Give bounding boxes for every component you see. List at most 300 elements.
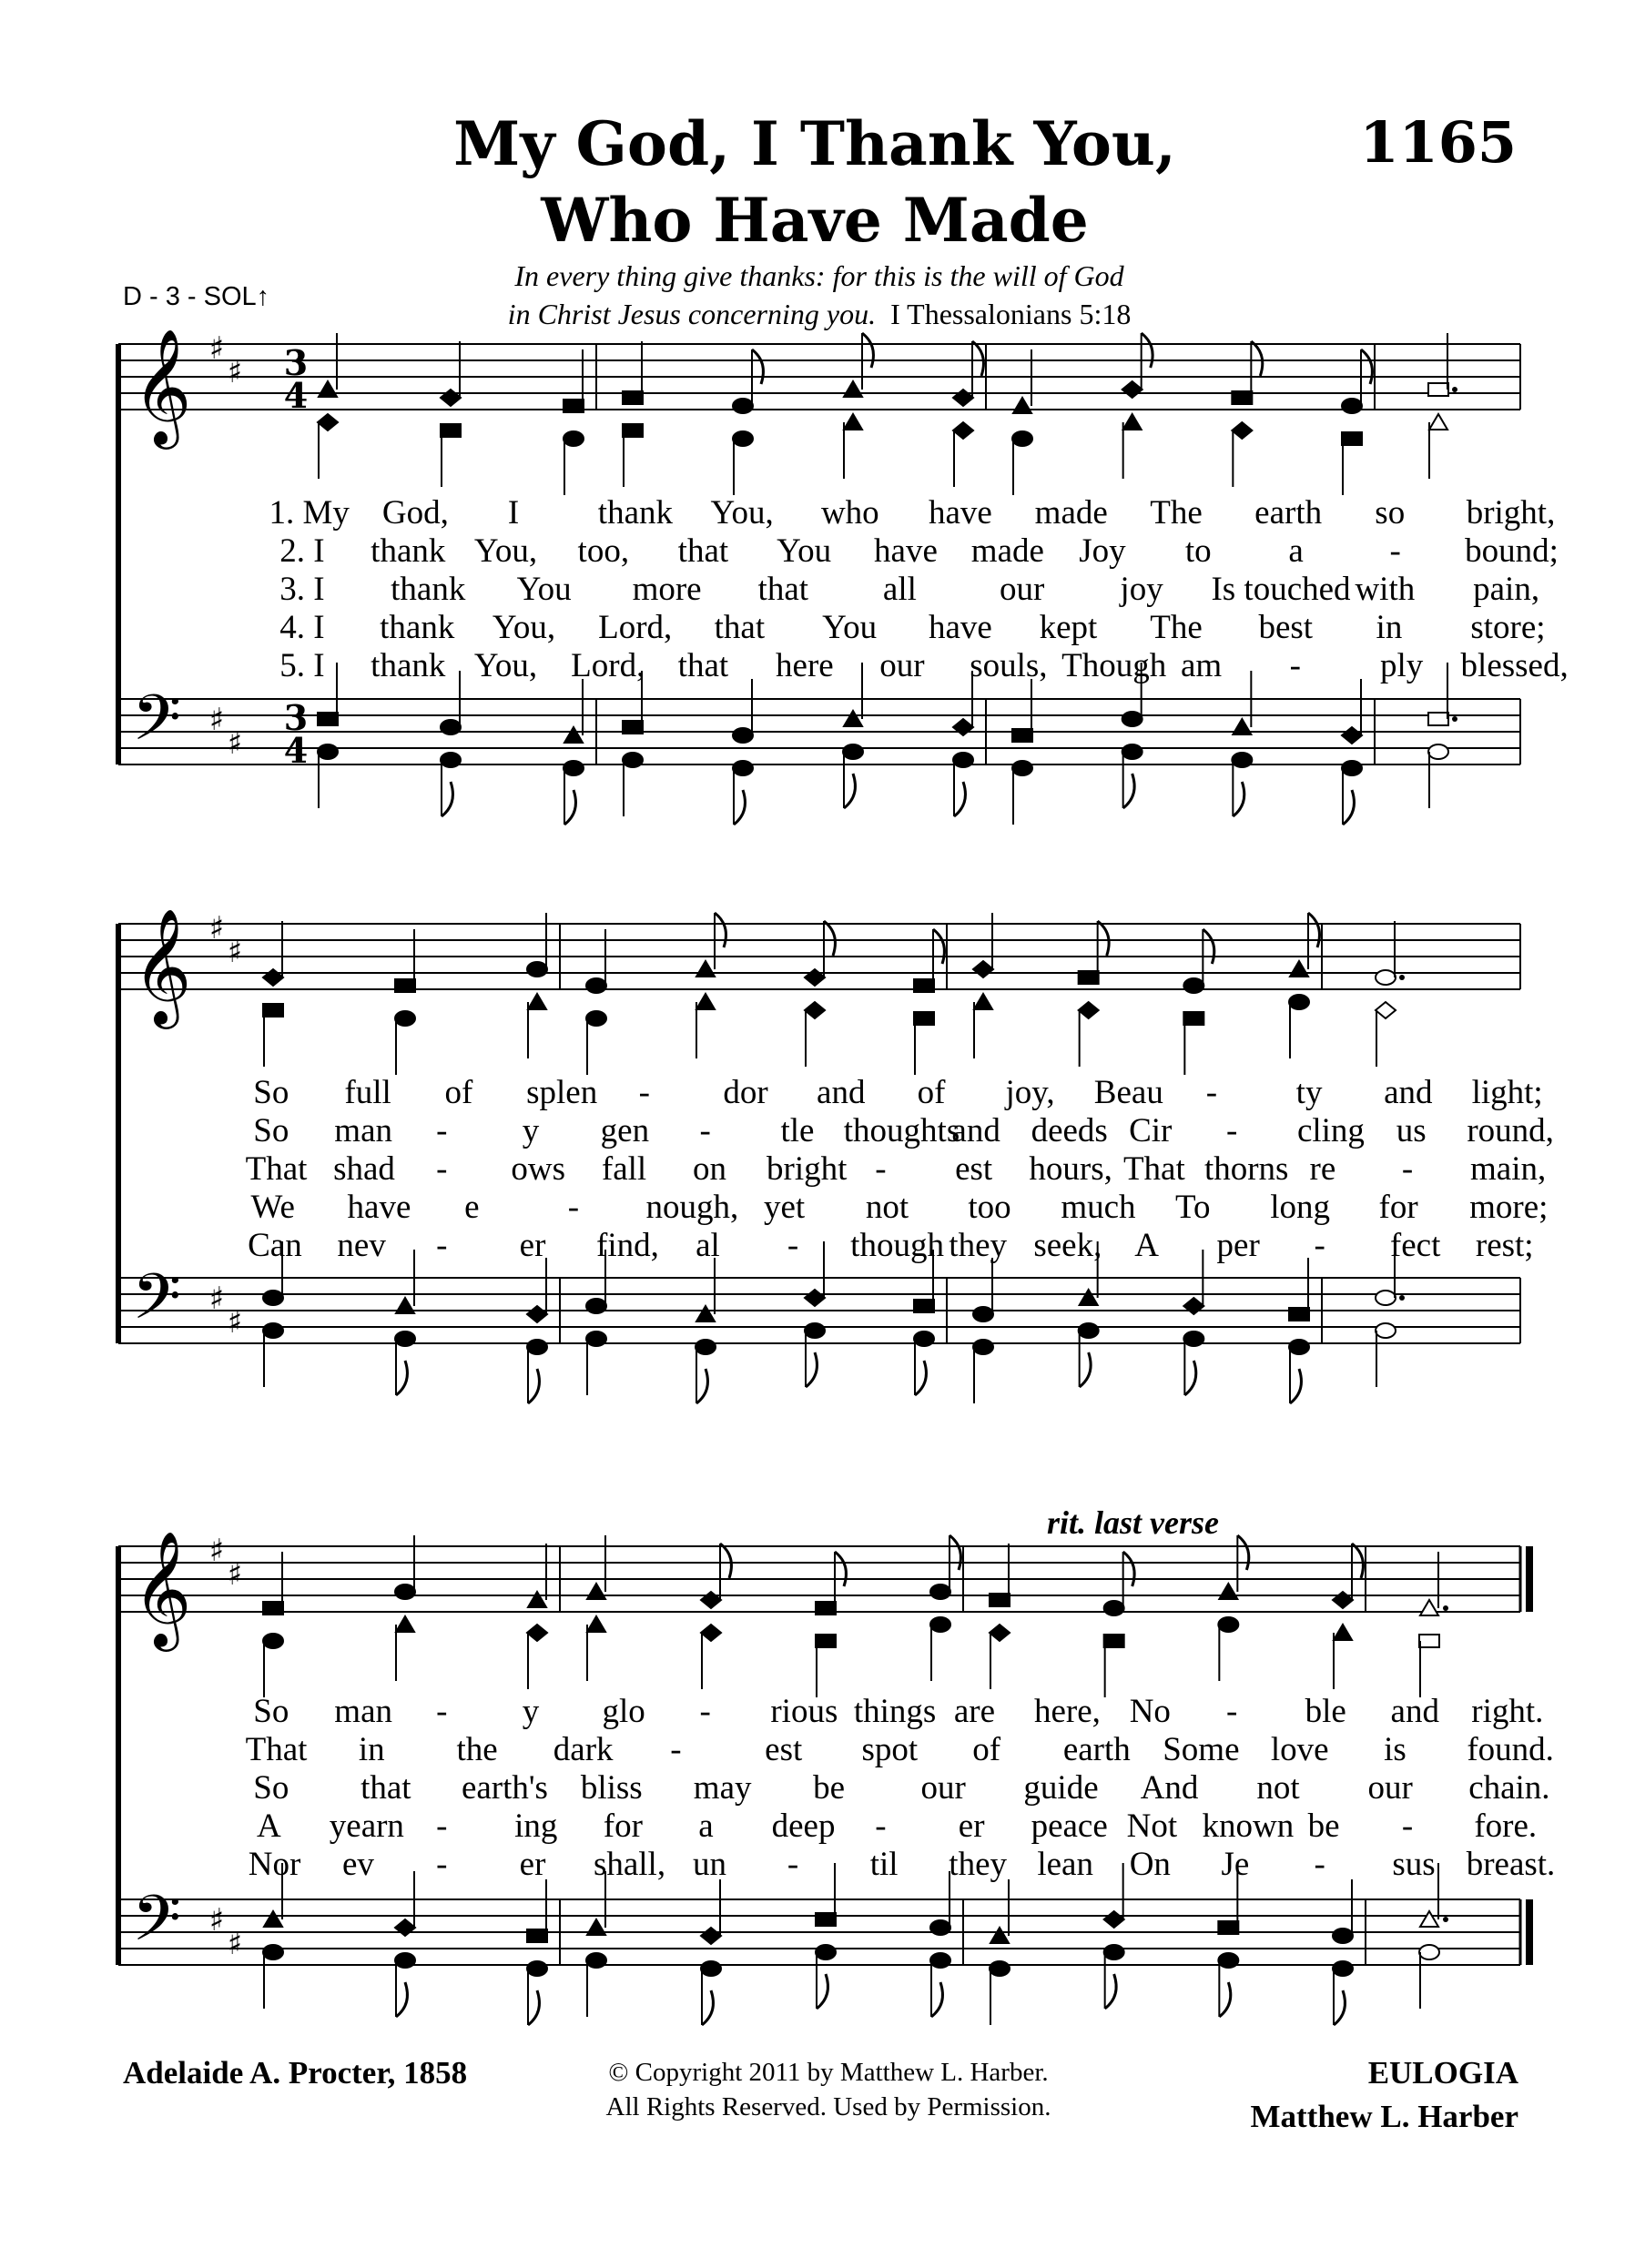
composer-credit: Matthew L. Harber [1250,2099,1518,2134]
note-flag [1098,921,1109,956]
lyric-syllable: You, [473,647,538,684]
notehead [318,744,338,759]
lyric-syllable: a [698,1807,714,1845]
note-flag [734,790,745,825]
lyric-syllable: deep [771,1807,836,1845]
notehead-triangle [564,727,583,743]
lyric-syllable: y [522,1112,540,1149]
verse-line-3 [0,1769,1635,1807]
lyric-syllable: shad [333,1150,395,1188]
note-flag [817,1974,828,2009]
lyric-syllable: No [1129,1693,1171,1730]
notehead [930,1953,950,1968]
notehead [930,1920,950,1935]
notehead-diamond [953,719,973,735]
lyric-syllable: You [516,571,572,608]
notehead [1012,431,1032,446]
lyric-syllable: peace [1031,1807,1108,1845]
lyric-syllable: rest; [1475,1227,1534,1264]
time-signature-bottom: 4 [283,375,309,416]
lyric-syllable: You, [492,609,556,646]
lyric-syllable: - [875,1150,887,1188]
notehead-square [1289,1308,1309,1321]
copyright-line1: © Copyright 2011 by Matthew L. Harber. [608,2058,1049,2087]
lyric-syllable: dark [553,1731,614,1768]
lyric-syllable: have [874,532,938,570]
notehead-diamond [527,1306,547,1322]
notehead-square [1428,713,1448,725]
notehead-triangle [587,1584,605,1599]
lyric-syllable: thank [371,532,446,570]
note-flag [720,1544,731,1578]
notehead [733,431,753,446]
lyric-syllable: ply [1379,647,1424,684]
notehead-square [318,713,338,725]
lyric-syllable: splen [526,1074,598,1111]
sharp-icon: ♯ [208,1281,225,1317]
lyric-syllable: with [1355,571,1416,608]
lyric-syllable: our [999,571,1045,608]
sharp-icon: ♯ [208,702,225,738]
verse-line-1 [0,1074,1635,1112]
notehead [930,1617,950,1632]
lyric-syllable: So [253,1074,289,1111]
author-credit: Adelaide A. Procter, 1858 [123,2055,468,2091]
notehead [586,1011,606,1026]
notehead [586,1331,606,1346]
note-flag [564,790,575,825]
lyric-syllable: made [970,532,1044,570]
notehead [1376,1323,1396,1338]
note-flag [824,921,835,956]
notehead-square [1218,1921,1238,1934]
lyric-syllable: 3. I [279,571,325,608]
notehead [586,1953,606,1968]
lyric-syllable: are [953,1693,996,1730]
lyric-syllable: To [1174,1189,1211,1226]
lyric-syllable: more [632,571,702,608]
lyric-syllable: So [253,1769,289,1807]
note-flag [752,349,763,384]
verse-line-2 [0,1112,1635,1150]
scripture-reference: I Thessalonians 5:18 [890,298,1132,330]
lyric-syllable: est [765,1731,803,1768]
verse-line-1 [0,1693,1635,1731]
lyric-syllable: in [1376,609,1403,646]
verse-line-4 [0,609,1635,647]
notehead-diamond [805,1002,825,1018]
copyright-line2: All Rights Reserved. Used by Permission. [605,2092,1051,2121]
lyric-syllable: ble [1305,1693,1346,1730]
notehead-diamond [805,969,825,986]
note-flag [954,782,965,816]
sharp-icon: ♯ [208,330,225,367]
lyric-syllable: be [813,1769,846,1807]
lyric-syllable: here, [1033,1693,1101,1730]
notehead [564,431,584,446]
lyric-syllable: Not [1126,1807,1178,1845]
lyric-syllable: earth [1062,1731,1131,1768]
lyric-syllable: 1. My [269,494,350,532]
note-flag [950,1535,960,1570]
notehead-square [395,979,415,992]
sharp-icon: ♯ [208,1533,225,1569]
lyric-syllable: You [777,532,832,570]
dot [1399,975,1405,980]
lyric-syllable: - [436,1807,448,1845]
note-flag [396,1361,407,1395]
notehead [1104,1601,1124,1615]
notehead [263,1323,283,1338]
lyric-syllable: un [693,1846,727,1883]
lyric-syllable: nough, [645,1189,739,1226]
lyric-syllable: bright, [1466,494,1556,532]
notehead-triangle [528,994,546,1009]
lyric-syllable: that [757,571,809,608]
lyric-syllable: - [699,1693,711,1730]
lyric-syllable: light; [1471,1074,1543,1111]
note-flag [1184,1361,1195,1395]
lyric-syllable: - [1226,1693,1238,1730]
lyric-syllable: 2. I [279,532,325,570]
notehead-diamond [953,422,973,439]
verse-line-5 [0,1227,1635,1265]
notehead [395,1585,415,1599]
lyric-syllable: So [253,1693,289,1730]
lyric-syllable: thank [380,609,455,646]
lyric-syllable: fall [601,1150,647,1188]
notehead-square [623,391,643,404]
notehead-triangle [1290,961,1308,977]
notehead [733,761,753,775]
notehead-square [816,1635,836,1647]
lyric-syllable: us [1396,1112,1427,1149]
notehead [263,1291,283,1305]
notehead-square [914,1300,934,1312]
lyric-syllable: A [1134,1227,1159,1264]
lyric-syllable: - [1289,647,1301,684]
note-flag [915,1361,926,1395]
treble-clef-icon: 𝄞 [132,907,192,1024]
notehead-diamond [318,414,338,430]
lyric-syllable: er [958,1807,985,1845]
note-flag [696,1369,707,1403]
notehead-triangle [974,994,992,1009]
lyric-syllable: have [928,494,992,532]
notehead-triangle [319,381,337,397]
lyric-syllable: God, [381,494,449,532]
notehead-diamond [395,1919,415,1936]
notehead-square [1183,1012,1203,1025]
lyric-syllable: 4. I [279,609,325,646]
bass-clef-icon: 𝄢 [131,1881,182,1970]
notehead-triangle [696,961,715,977]
notehead-triangle [587,1616,605,1632]
notehead [990,1961,1010,1976]
lyric-syllable: You [822,609,878,646]
hymn-title-line2: Who Have Made [541,185,1089,256]
lyric-syllable: our [1367,1769,1413,1807]
key-signature-label: D - 3 - SOL↑ [123,282,270,311]
lyric-syllable: Beau [1093,1074,1163,1111]
lyric-syllable: - [638,1074,651,1111]
lyric-syllable: may [693,1769,752,1807]
lyric-syllable: that [714,609,766,646]
notehead-triangle [990,1928,1009,1943]
note-flag [1142,333,1153,368]
lyric-syllable: y [522,1693,540,1730]
treble-clef-icon: 𝄞 [132,328,192,444]
notehead-diamond [973,961,993,977]
lyric-syllable: Cir [1129,1112,1173,1149]
notehead-square [1342,432,1362,445]
notehead [1289,1340,1309,1354]
sharp-icon: ♯ [208,1902,225,1939]
lyric-syllable: here [776,647,834,684]
lyric-syllable: who [820,494,879,532]
sharp-icon: ♯ [227,1304,243,1341]
lyric-syllable: man [334,1112,393,1149]
note-flag [1343,790,1354,825]
lyric-syllable: and [1384,1074,1433,1111]
notehead [564,761,584,775]
notehead [395,1953,415,1968]
dot [1399,1295,1405,1301]
lyric-syllable: too, [577,532,630,570]
lyric-syllable: I [507,494,520,532]
notehead-triangle [1233,719,1251,734]
note-flag [1334,1990,1345,2025]
lyric-syllable: spot [861,1731,919,1768]
notehead-diamond [701,1592,721,1608]
lyric-syllable: fore. [1474,1807,1538,1845]
lyric-syllable: blessed, [1460,647,1569,684]
notehead [701,1961,721,1976]
dot [1443,1917,1448,1922]
lyric-syllable: thoughts [843,1112,960,1149]
notehead-square [527,1929,547,1942]
verse-line-2 [0,532,1635,571]
lyric-syllable: full [344,1074,391,1111]
notehead-triangle [528,1592,546,1607]
lyric-syllable: re [1309,1150,1336,1188]
notehead-triangle [1420,1911,1438,1927]
treble-clef-icon: 𝄞 [132,1530,192,1646]
notehead [623,753,643,767]
lyric-syllable: best [1258,609,1314,646]
lyric-syllable: too [968,1189,1011,1226]
notehead [263,1945,283,1959]
lyric-syllable: shall, [593,1846,666,1883]
note-flag [1361,349,1372,384]
lyric-syllable: bliss [580,1769,643,1807]
lyric-syllable: thank [371,647,446,684]
notehead [696,1340,716,1354]
lyric-syllable: That [1122,1150,1185,1188]
notehead [1333,1929,1353,1943]
notehead [843,744,863,759]
lyric-syllable: - [1401,1150,1414,1188]
notehead-triangle [587,1919,605,1935]
notehead-diamond [1122,381,1142,398]
notehead-diamond [1104,1911,1124,1928]
lyric-syllable: That [245,1150,308,1188]
notehead-square [263,1004,283,1017]
notehead-triangle [1420,1600,1438,1615]
note-flag [972,341,983,376]
notehead-square [1079,971,1099,984]
note-flag [1237,1535,1248,1570]
lyric-syllable: You, [473,532,538,570]
note-flag [1251,341,1262,376]
lyric-syllable: not [865,1189,909,1226]
lyric-syllable: The [1150,609,1203,646]
lyric-syllable: hours, [1029,1150,1112,1188]
lyric-syllable: love [1270,1731,1329,1768]
notehead-triangle [844,711,862,726]
lyric-syllable: ty [1295,1074,1323,1111]
notehead [914,1331,934,1346]
lyric-syllable: The [1150,494,1203,532]
lyric-syllable: - [875,1807,887,1845]
notehead [733,399,753,413]
notehead [586,978,606,993]
lyric-syllable: - [436,1150,448,1188]
notehead [1079,1323,1099,1338]
lyric-syllable: that [677,532,729,570]
lyric-syllable: Though [1061,647,1167,684]
notehead [1333,1961,1353,1976]
lyric-syllable: A [256,1807,281,1845]
lyric-syllable: ows [511,1150,566,1188]
notehead [1104,1945,1124,1959]
notehead-diamond [701,1928,721,1944]
notehead-diamond [1183,1298,1203,1314]
lyric-syllable: We [250,1189,295,1226]
note-flag [702,1990,713,2025]
hymn-title-line1: My God, I Thank You, [453,108,1176,179]
lyric-syllable: - [436,1846,448,1883]
dot [1443,1605,1448,1611]
notehead [1122,744,1142,759]
notehead-diamond [1333,1592,1353,1608]
notehead-diamond [527,1625,547,1641]
lyric-syllable: our [879,647,925,684]
lyric-syllable: On [1129,1846,1171,1883]
lyric-syllable: - [436,1227,448,1264]
lyric-syllable: - [1401,1807,1414,1845]
lyric-syllable: e [464,1189,480,1226]
lyric-syllable: ing [514,1807,558,1845]
notehead [953,753,973,767]
notehead [1183,1331,1203,1346]
notehead-square [914,979,934,992]
notehead [1342,761,1362,775]
notehead-diamond [1232,422,1252,439]
note-flag [1123,1552,1134,1586]
notehead [527,1961,547,1976]
note-flag [1219,1982,1230,2017]
notehead-square [564,400,584,412]
lyric-syllable: of [972,1731,1001,1768]
lyric-syllable: and [951,1112,1000,1149]
lyric-syllable: cling [1296,1112,1365,1149]
time-signature-top: 3 [283,697,309,738]
lyric-syllable: and [817,1074,866,1111]
hymn-number: 1165 [1359,109,1517,176]
lyric-syllable: our [920,1769,966,1807]
bass-clef-icon: 𝄢 [131,1260,182,1349]
note-flag [1308,913,1319,947]
lyric-syllable: And [1140,1769,1199,1807]
tune-name: EULOGIA [1367,2055,1518,2091]
verse-line-4 [0,1189,1635,1227]
lyric-syllable: earth [1254,494,1323,532]
notehead [263,1634,283,1648]
lyric-syllable: they [949,1227,1008,1264]
notehead-diamond [701,1625,721,1641]
lyric-syllable: dor [723,1074,768,1111]
note-flag [1233,782,1244,816]
lyric-syllable: for [603,1807,643,1845]
lyric-syllable: pain, [1473,571,1540,608]
lyric-syllable: they [949,1846,1008,1883]
lyric-syllable: - [699,1112,711,1149]
lyric-syllable: of [444,1074,473,1111]
lyric-syllable: per [1216,1227,1260,1264]
notehead [973,1340,993,1354]
lyric-syllable: is [1384,1731,1407,1768]
lyric-syllable: that [677,647,729,684]
note-flag [1203,929,1214,964]
notehead [733,728,753,743]
lyric-syllable: man [334,1693,393,1730]
sharp-icon: ♯ [227,354,243,390]
notehead-square [1428,383,1448,396]
lyric-syllable: store; [1470,609,1546,646]
notehead-triangle [844,381,862,397]
lyric-syllable: Is touched [1211,571,1351,608]
notehead-triangle [396,1616,414,1632]
lyric-syllable: in [358,1731,385,1768]
lyric-syllable: thank [597,494,673,532]
notehead-square [1419,1635,1439,1647]
sharp-icon: ♯ [227,1926,243,1962]
notehead [1183,978,1203,993]
lyric-syllable: joy, [1005,1074,1055,1111]
note-flag [931,1982,942,2017]
sharp-icon: ♯ [227,725,243,762]
lyric-syllable: find, [596,1227,659,1264]
lyric-syllable: yet [763,1189,806,1226]
lyric-syllable: thank [391,571,466,608]
verse-line-1 [0,494,1635,532]
note-flag [1105,1974,1116,2009]
note-flag [844,774,855,808]
lyric-syllable: on [693,1150,727,1188]
scripture-line2: in Christ Jesus concerning you. [507,298,877,330]
lyric-syllable: bright [767,1150,848,1188]
lyric-syllable: gen [600,1112,650,1149]
notehead [973,1307,993,1321]
lyric-syllable: though [850,1227,944,1264]
note-flag [715,913,726,947]
lyric-syllable: right. [1471,1693,1544,1730]
scripture-line1: In every thing give thanks: for this is the will of God [514,259,1124,292]
notehead [1289,995,1309,1009]
lyric-syllable: So [253,1112,289,1149]
notehead-square [816,1913,836,1926]
